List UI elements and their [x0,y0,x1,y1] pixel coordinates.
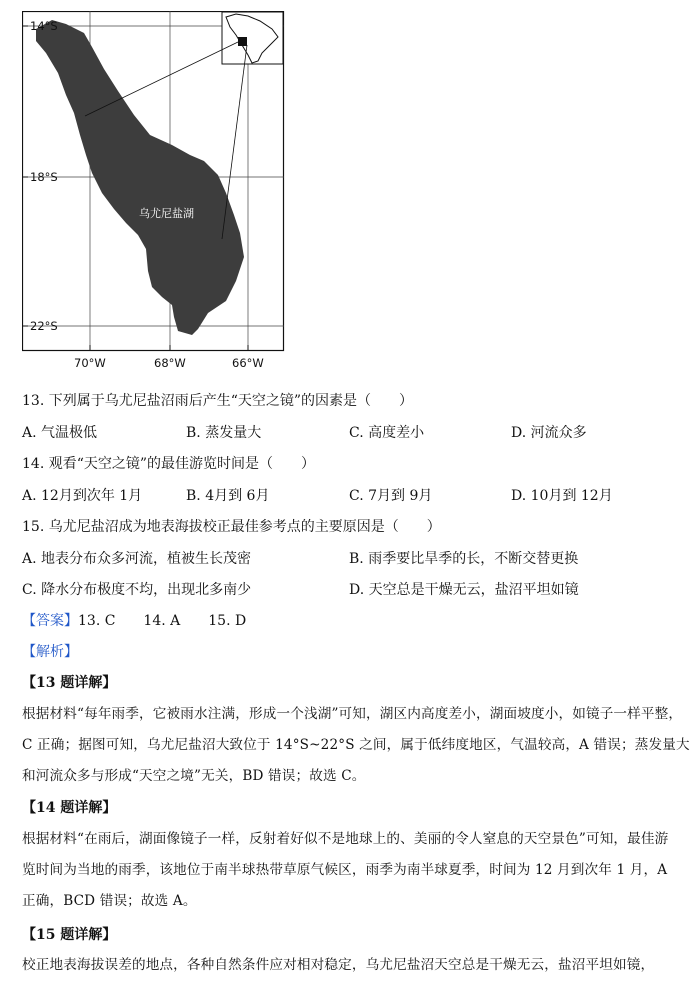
detail-14-heading: 【14 题详解】 [22,800,117,816]
question-14-option-d: D. 10月到 12月 [511,488,613,504]
question-15-option-c: C. 降水分布极度不均，出现北多南少 [22,582,252,598]
answer-text: 13. C 14. A 15. D [78,613,247,629]
question-15-stem: 15. 乌尤尼盐沼成为地表海拔校正最佳参考点的主要原因是（ ） [22,519,441,535]
answer-line [22,612,246,630]
lat-label-22s: 22°S [30,319,58,333]
question-13-option-b: B. 蒸发量大 [186,425,262,441]
detail-15-heading: 【15 题详解】 [22,927,117,943]
question-15-option-a: A. 地表分布众多河流，植被生长茂密 [22,551,252,567]
detail-13-line-3: 和河流众多与形成“天空之境”无关，BD 错误；故选 C。 [22,768,366,784]
detail-13-body [22,699,690,792]
lake-label: 乌尤尼盐湖 [139,207,194,220]
question-13-option-c: C. 高度差小 [349,425,425,441]
detail-14-line-2: 览时间为当地的雨季，该地位于南半球热带草原气候区，雨季为南半球夏季，时间为 12 月到次年 1 月，A [22,862,668,878]
detail-14-line-1: 根据材料“在雨后，湖面像镜子一样，反射着好似不是地球上的、美丽的令人窒息的天空景色”可知，最佳游 [22,831,669,847]
detail-14-line-3: 正确，BCD 错误；故选 A。 [22,893,197,909]
detail-15-line-1: 校正地表海拔误差的地点，各种自然条件应对相对稳定，乌尤尼盐沼天空总是干燥无云，盐沼平坦如镜， [22,957,655,973]
detail-13-line-1: 根据材料“每年雨季，它被雨水注满，形成一个浅湖”可知，湖区内高度差小，湖面坡度小，如镜子一样平整， [22,706,683,722]
question-13-option-a: A. 气温极低 [22,425,98,441]
analysis-label: 【解析】 [22,644,78,660]
lat-label-14s: 14°S [30,19,58,33]
lat-label-18s: 18°S [30,170,58,184]
question-13-stem: 13. 下列属于乌尤尼盐沼雨后产生“天空之镜”的因素是（ ） [22,393,414,409]
lon-label-70w: 70°W [74,356,106,370]
question-14-option-a: A. 12月到次年 1月 [22,488,143,504]
question-14-stem: 14. 观看“天空之镜”的最佳游览时间是（ ） [22,456,316,472]
detail-13-line-2: C 正确；据图可知，乌尤尼盐沼大致位于 14°S~22°S 之间，属于低纬度地区，气温较高，A 错误；蒸发量大 [22,737,690,753]
detail-13-heading: 【13 题详解】 [22,675,117,691]
salt-lake-shape [36,20,244,335]
question-14-option-b: B. 4月到 6月 [186,488,270,504]
answer-label: 【答案】 [22,613,78,629]
salt-flat-map [22,11,286,383]
lon-label-66w: 66°W [232,356,264,370]
detail-15-body [22,950,682,981]
question-14-option-c: C. 7月到 9月 [349,488,433,504]
question-15-option-b: B. 雨季要比旱季的长，不断交替更换 [349,551,579,567]
question-15-option-d: D. 天空总是干燥无云，盐沼平坦如镜 [349,582,579,598]
lon-label-68w: 68°W [154,356,186,370]
question-13-option-d: D. 河流众多 [511,425,587,441]
detail-14-body [22,824,682,917]
